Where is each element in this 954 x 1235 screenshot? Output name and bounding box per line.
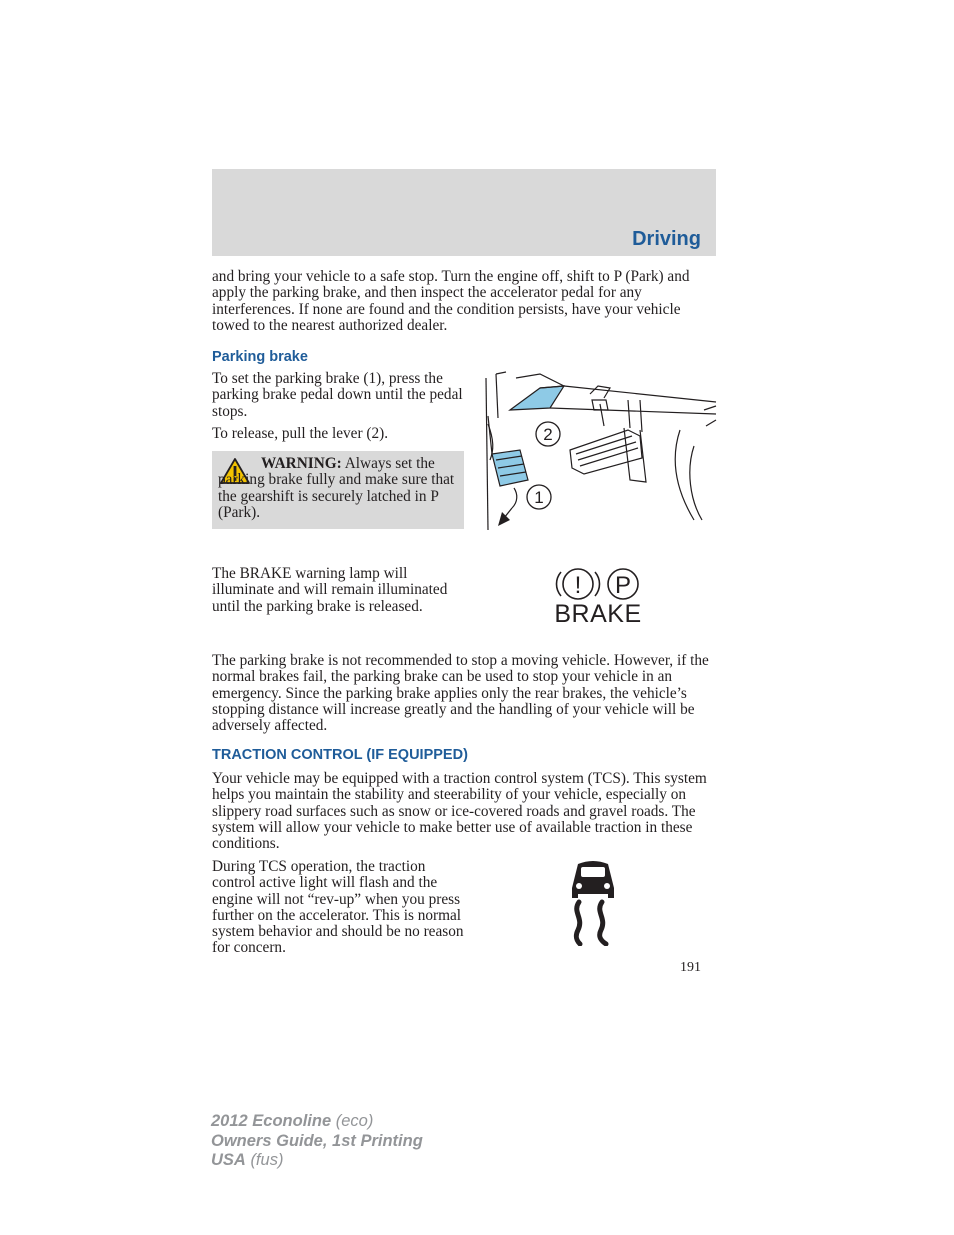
exclaim-symbol: ! [574,572,582,599]
release-paragraph: To release, pull the lever (2). [212,425,389,442]
warning-text [218,456,458,521]
brake-lamp-paragraph: The BRAKE warning lamp will illuminate and will remain illuminated until the parking brake is released. [212,565,448,615]
warning-box [212,451,464,529]
moving-vehicle-paragraph: The parking brake is not recommended to stop a moving vehicle. However, if the normal brakes fail, the parking brake can be used to stop your vehicle in an emergency. Since the parking brake applies only the rear brakes, the vehicle’s stopping distance will increase greatly and the handling of your vehicle will be adversely affected. [212,652,709,735]
callout-1: 1 [534,488,544,507]
page-number: 191 [680,960,701,975]
parking-brake-heading: Parking brake [212,349,308,365]
traction-control-icon [568,858,618,946]
warning-body: Always set the parking brake fully and make sure that the gearshift is securely latched in P (Park). [218,455,455,521]
brake-word: BRAKE [554,600,642,628]
brake-warning-lamp-icon [550,564,646,632]
brake-lamp-symbols [550,564,646,604]
footer-line-1: 2012 Econoline (eco) [211,1112,374,1130]
footer-line-3: USA (fus) [211,1151,284,1169]
intro-paragraph: and bring your vehicle to a safe stop. Turn the engine off, shift to P (Park) and apply the parking brake, and then inspect the accelerator pedal for any interferences. If none are found and the condition persists, have your vehicle towed to the nearest authorized dealer. [212,268,690,334]
traction-intro-paragraph: Your vehicle may be equipped with a traction control system (TCS). This system helps you maintain the stability and steerability of your vehicle, especially on slippery road surfaces such as snow or ice-covered roads and gravel roads. The system will allow your vehicle to make better use of available traction in these conditions. [212,770,707,853]
callout-2: 2 [543,425,553,444]
tcs-operation-paragraph: During TCS operation, the traction control active light will flash and the engine will not “rev-up” when you press further on the accelerator. This is normal system behavior and should be no reason for concern. [212,858,464,957]
p-symbol: P [614,572,632,599]
set-brake-paragraph: To set the parking brake (1), press the parking brake pedal down until the pedal stops. [212,370,463,420]
parking-brake-pedal-illustration [480,370,718,535]
footer-line-2: Owners Guide, 1st Printing [211,1131,423,1150]
warning-label: WARNING: [261,455,342,472]
footer [211,1112,423,1171]
section-title: Driving [632,228,701,250]
traction-control-heading: TRACTION CONTROL (IF EQUIPPED) [212,747,468,763]
header-band [212,169,716,256]
